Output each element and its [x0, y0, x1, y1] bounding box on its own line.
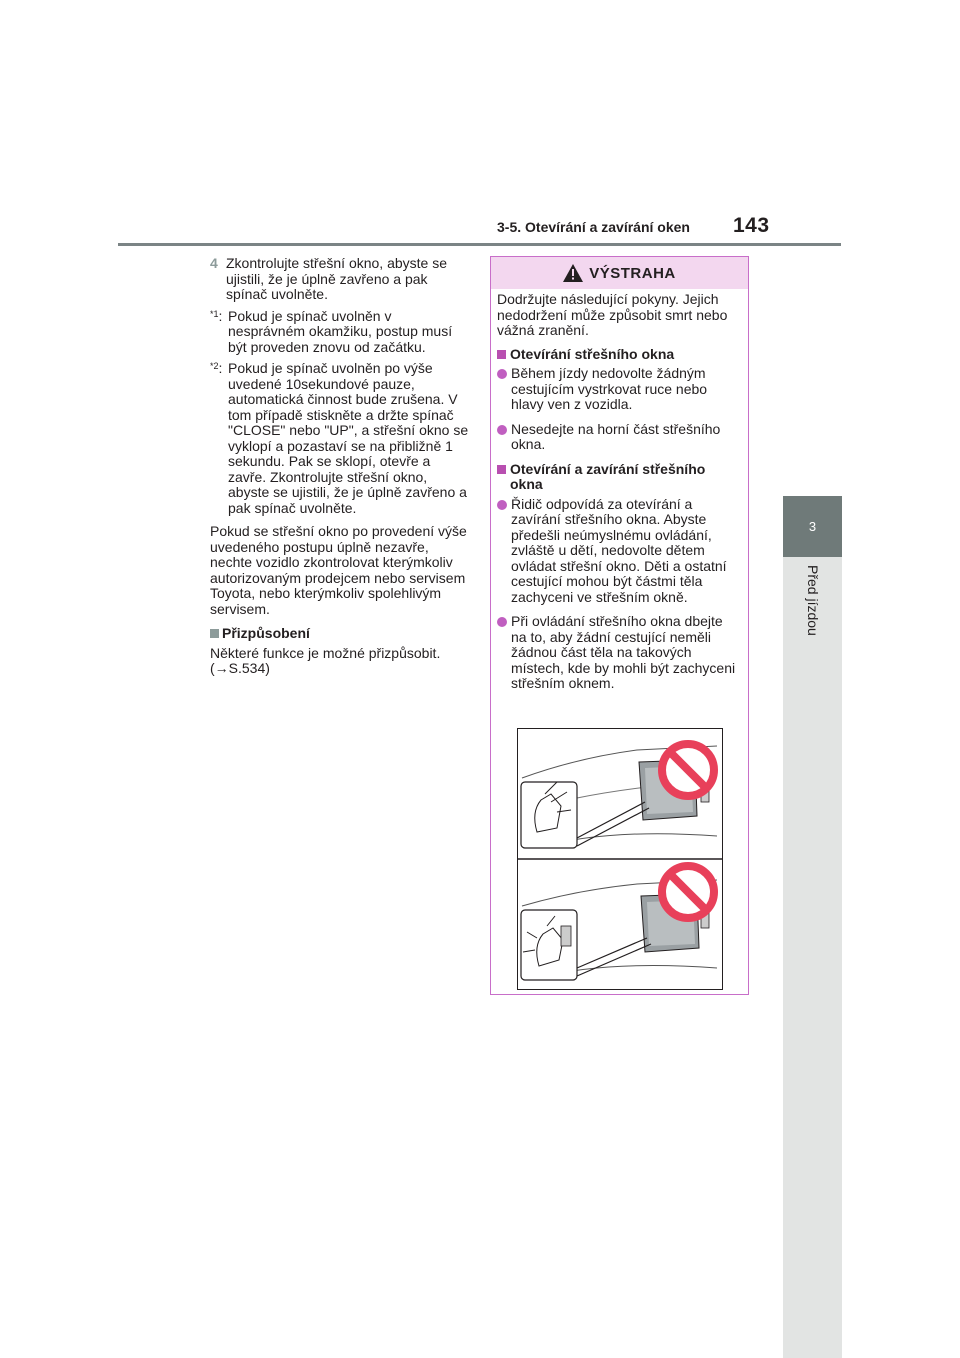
- chapter-tab-strip: [783, 557, 842, 1358]
- warning-body: [497, 292, 737, 701]
- footnote-1: [210, 309, 472, 356]
- warning-subheading: Otevírání a zavírání střešního okna: [497, 462, 737, 493]
- round-bullet-icon: [497, 617, 507, 627]
- warning-bullet: Při ovládání střešního okna dbejte na to, aby žádní cestující neměli žádnou část těla na takových místech, kde by mohli být zachyceni střešním oknem.: [497, 614, 737, 692]
- chapter-tab: [783, 496, 842, 557]
- round-bullet-icon: [497, 500, 507, 510]
- header-rule: [118, 243, 841, 246]
- warning-title: VÝSTRAHA: [589, 264, 676, 282]
- customization-heading: Přizpůsobení: [210, 626, 472, 642]
- info-paragraph: Pokud se střešní okno po provedení výše uvedeného postupu úplně nezavře, nechte vozidlo zkontrolovat kterýmkoliv autorizovaným prodejcem nebo servisem Toyota, nebo kterýmkoliv spolehlivým servisem.: [210, 523, 467, 617]
- footnote-mark: $^{*1}$:: [210, 307, 223, 324]
- footnote-text: Pokud je spínač uvolněn po výše uvedené 10sekundové pauze, automatická činnost bude zrušena. V tom případě stiskněte a držte spínač "CLOSE" nebo "UP", a střešní okno se vyklopí a pozastaví se na přibližně 1 sekundu. Pak se sklopí, otevře a zavře. Zkontrolujte střešní okno, abyste se ujistili, že je úplně zavřeno a pak spínač uvolněte.: [228, 360, 469, 516]
- round-bullet-icon: [497, 369, 507, 379]
- step-number: 4: [210, 255, 218, 271]
- round-bullet-icon: [497, 425, 507, 435]
- page-reference-link[interactable]: (→S.534): [210, 660, 270, 676]
- warning-intro: Dodržujte následující pokyny. Jejich nedodržení může způsobit smrt nebo vážná zranění.: [497, 291, 728, 338]
- sunroof-warning-illustration: [517, 728, 723, 990]
- page-number: 143: [733, 214, 770, 237]
- step-text: Zkontrolujte střešní okno, abyste se ujistili, že je úplně zavřeno a pak spínač uvolněte.: [226, 255, 447, 302]
- customization-text: Některé funkce je možné přizpůsobit. (→S.534): [210, 644, 441, 676]
- warning-bullet: Nesedejte na horní část střešního okna.: [497, 422, 737, 453]
- warning-header: [491, 257, 748, 289]
- chapter-number: 3: [808, 519, 817, 534]
- chapter-title: Před jízdou: [805, 565, 821, 636]
- footnote-mark: $^{*2}$:: [210, 360, 223, 376]
- footnote-text: Pokud je spínač uvolněn v nesprávném okamžiku, postup musí být proveden znovu od začátku.: [228, 307, 453, 355]
- prohibition-icon: [662, 866, 714, 918]
- square-bullet-icon: [497, 465, 506, 474]
- square-bullet-icon: [497, 350, 506, 359]
- footnote-2: [210, 361, 472, 516]
- prohibition-icon: [662, 744, 714, 796]
- chapter-title-wrap: [783, 565, 842, 665]
- square-bullet-icon: [210, 629, 219, 638]
- section-title: 3-5. Otevírání a zavírání oken: [497, 219, 690, 235]
- warning-bullet: Řidič odpovídá za otevírání a zavírání střešního okna. Abyste předešli neúmyslnému ovládání, zvláště u dětí, nedovolte dětem ovládat střešní okno. Děti a ostatní cestující mohou být částmi těla zachyceni ve střešním okně.: [497, 497, 737, 606]
- warning-triangle-icon: [563, 264, 583, 282]
- warning-subheading: Otevírání střešního okna: [497, 347, 737, 363]
- left-column: [210, 256, 472, 677]
- step-item: [210, 256, 472, 303]
- warning-bullet: Během jízdy nedovolte žádným cestujícím vystrkovat ruce nebo hlavy ven z vozidla.: [497, 366, 737, 413]
